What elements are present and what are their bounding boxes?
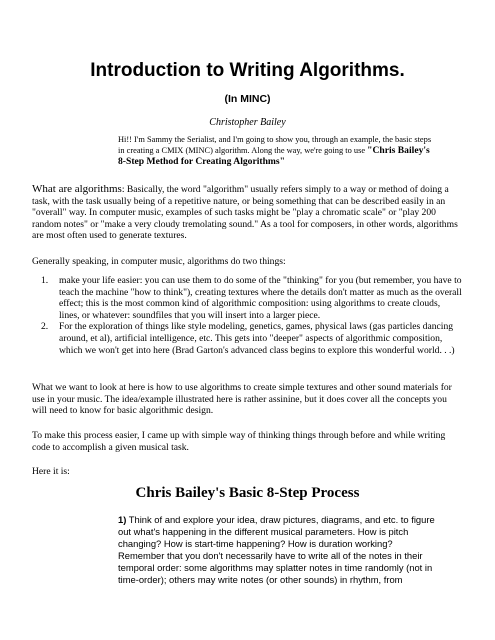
list-item-text: make your life easier: you can use them to do some of the "thinking" for you (but remember, you have to teach the machine "how to think"), creating textures where the details don't matter as much as the overall effect; this is the most common kind of algorithmic composition: using algorithms to create clouds, lines, or whatever: soundfiles that you will insert into a larger piece. [59, 275, 462, 321]
list-item [32, 321, 462, 356]
list-item-text: For the exploration of things like style modeling, genetics, games, physical laws (gas particles dancing around, et al), artificial intelligence, etc. This gets into "deeper" aspects of algorithmic composition, which we won't get into here (Brad Garton's advanced class begins to explore this wonderful world. . .) [59, 321, 455, 356]
here-it-is-paragraph: Here it is: [32, 466, 70, 477]
intro-text: Hi!! I'm Sammy the Serialist, and I'm going to show you, through an example, the basic steps in creating a CMIX (MINC) algorithm. Along the way, we're going to use [118, 135, 432, 156]
document-subtitle: (In MINC) [224, 93, 271, 105]
what-are-text: : Basically, the word "algorithm" usually refers simply to a way or method of doing a task, with the task usually being of a repetitive nature, or being something that can be described easily in an "overall" way. In computer music, examples of such tasks might be "play a chromatic scale" or "play 200 random notes" or "make a very cloudy tremolating sound." As a tool for composers, in other words, algorithms are most often used to generate textures. [32, 184, 458, 242]
intro-emphasis: "Chris Bailey's 8-Step Method for Creating Algorithms" [118, 145, 430, 168]
what-are-algorithms-paragraph [32, 184, 462, 242]
uses-list [32, 275, 462, 356]
author-name: Christopher Bailey [209, 117, 286, 128]
intro-paragraph [118, 134, 438, 168]
step-text: Think of and explore your idea, draw pictures, diagrams, and etc. to figure out what's happening in the different musical parameters. How is pitch changing? How is start-time happening? How is duration working? Remember that you don't necessarily have to write all of the notes in their temporal order: some algorithms may splatter notes in time randomly (not in time-order); others may write notes (or other sounds) in rhythm, from [118, 514, 435, 586]
process-heading: Chris Bailey's Basic 8-Step Process [135, 485, 360, 501]
to-make-paragraph: To make this process easier, I came up with simple way of thinking things through before and while writing code to accomplish a given musical task. [32, 430, 446, 453]
document-title: Introduction to Writing Algorithms. [90, 60, 405, 81]
list-item-number: 1. [41, 275, 49, 286]
what-we-want-paragraph: What we want to look at here is how to use algorithms to create simple textures and other sound materials for use in your music. The idea/example illustrated here is rather assinine, but it does cover all the concepts you will need to know for basic algorithmic design. [32, 382, 452, 417]
generally-paragraph: Generally speaking, in computer music, algorithms do two things: [32, 256, 286, 267]
step-number: 1) [118, 514, 127, 525]
step-1-paragraph [118, 514, 440, 587]
what-are-lead: What are algorithms [32, 183, 122, 195]
list-item-number: 2. [41, 321, 49, 333]
list-item [32, 275, 462, 321]
